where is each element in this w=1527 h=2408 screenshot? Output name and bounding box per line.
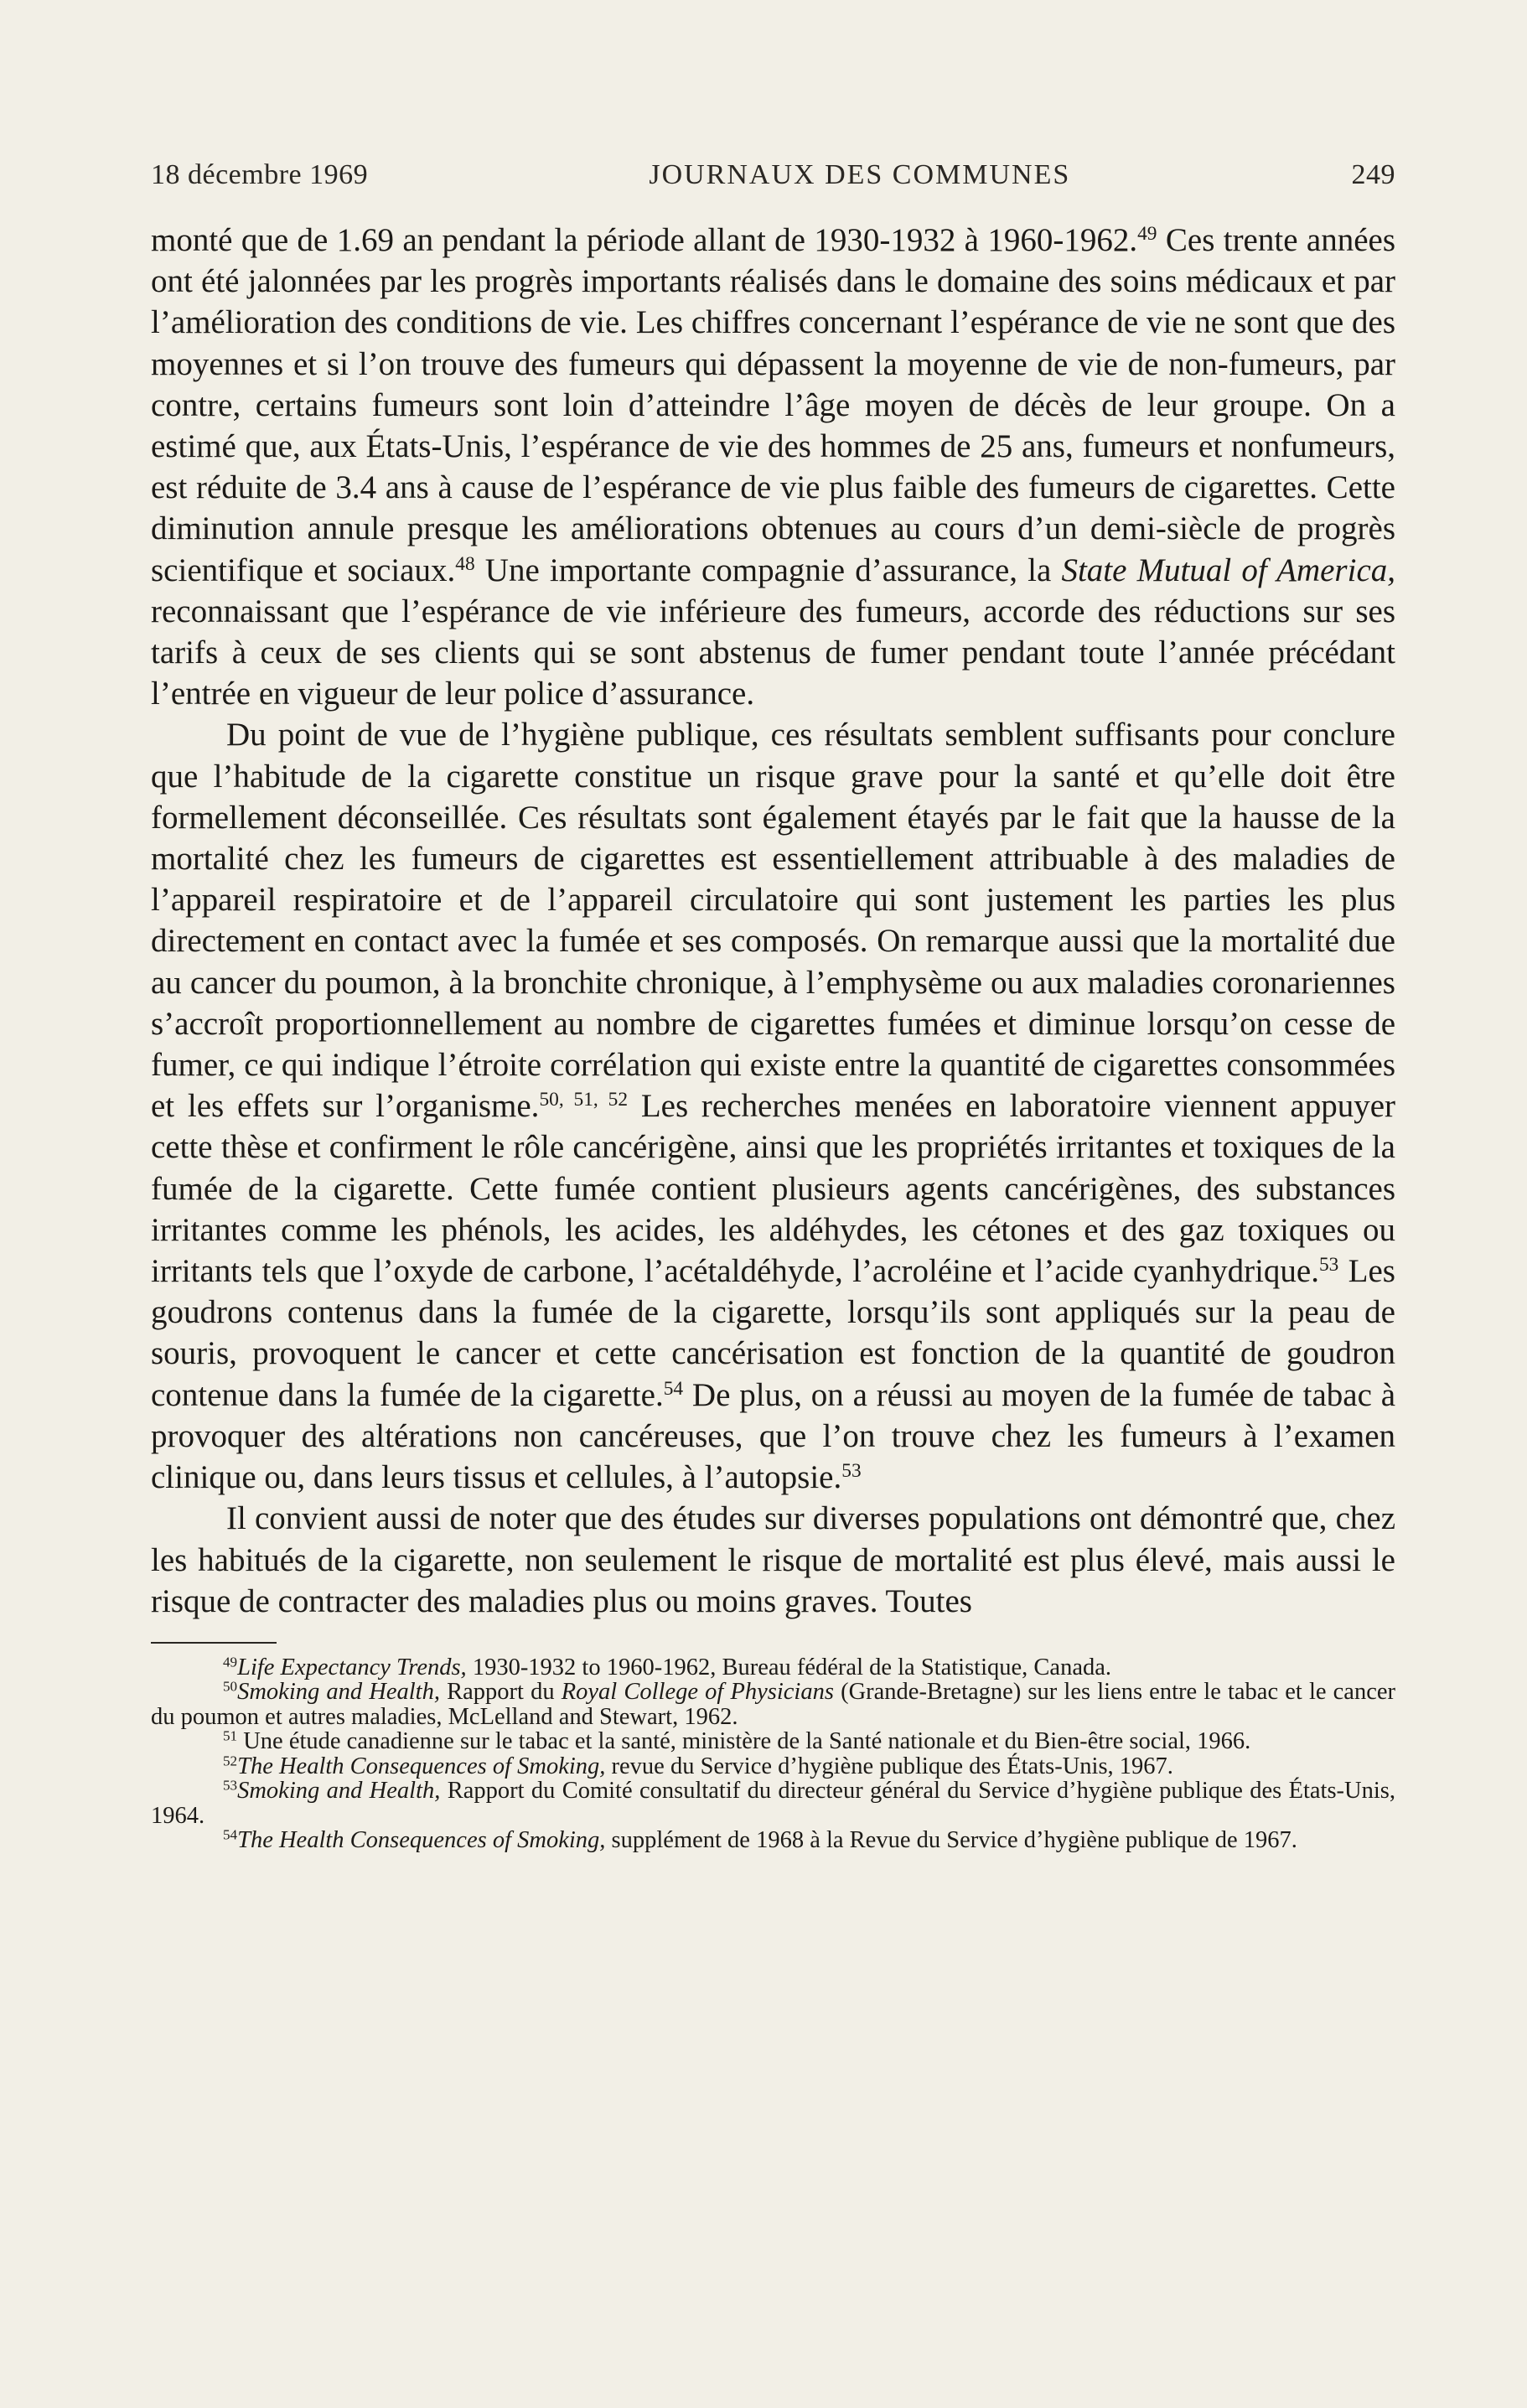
footnote-title: The Health Consequences of Smoking, — [237, 1753, 606, 1779]
document-page — [151, 159, 1395, 1853]
footnote-divider — [151, 1642, 277, 1644]
footnotes — [151, 1655, 1395, 1853]
body-text — [151, 220, 1395, 1622]
paragraph-1 — [151, 220, 1395, 714]
footnote-ref: 54 — [663, 1377, 684, 1400]
footnote-54 — [151, 1828, 1395, 1853]
footnote-title: Smoking and Health, — [237, 1778, 441, 1805]
text-run: Les recherches menées en laboratoire viennent appuyer cette thèse et confirment le rôle cancérigène, ainsi que les propriétés irritantes et toxiques de la fumée de la cigarette. Cette fumée contient plusieurs agents cancérigènes, des substances irritantes comme les phénols, les acides, les aldéhydes, les cétones et des gaz toxiques ou irritants tels que l’oxyde de carbone, l’acétaldéhyde, l’acroléine et l’acide cyanhydrique. — [151, 1088, 1396, 1290]
header-title: JOURNAUX DES COMMUNES — [649, 159, 1071, 190]
footnote-50 — [151, 1680, 1395, 1729]
footnote-number: 54 — [223, 1827, 238, 1844]
footnote-53 — [151, 1779, 1395, 1828]
paragraph-2 — [151, 714, 1395, 1498]
footnote-ref: 53 — [841, 1460, 862, 1483]
footnote-ref: 49 — [1137, 223, 1157, 246]
footnote-52 — [151, 1754, 1395, 1779]
footnote-ref: 53 — [1318, 1254, 1339, 1276]
text-run: Les goudrons contenus dans la fumée de la cigarette, lorsqu’ils sont appliqués sur la peau de souris, provoquent le cancer et cette cancérisation est fonction de la quantité de goudron contenue dans la fumée de la cigarette. — [151, 1253, 1395, 1413]
text-run: reconnaissant que l’espérance de vie inférieure des fumeurs, accorde des réductions sur ses tarifs à ceux de ses clients qui se sont abstenus de fumer pendant toute l’année précédant l’entrée en vigueur de leur police d’assurance. — [151, 593, 1395, 712]
text-run: Du point de vue de l’hygiène publique, ces résultats semblent suffisants pour conclure que l’habitude de la cigarette constitue un risque grave pour la santé et qu’elle doit être formellement déconseillée. Ces résultats sont également étayés par le fait que la hausse de la mortalité chez les fumeurs de cigarettes est essentiellement attribuable à des maladies de l’appareil respiratoire et de l’appareil circulatoire qui sont justement les parties les plus directement en contact avec la fumée et ses composés. On remarque aussi que la mortalité due au cancer du poumon, à la bronchite chronique, à l’emphysème ou aux maladies coronariennes s’accroît proportionnellement au nombre de cigarettes fumées et diminue lorsqu’on cesse de fumer, ce qui indique l’étroite corrélation qui existe entre la quantité de cigarettes consommées et les effets sur l’organisme. — [151, 717, 1395, 1125]
text-run: Une importante compagnie d’assurance, la — [474, 552, 1062, 588]
footnote-number: 49 — [223, 1654, 238, 1670]
footnote-number: 51 — [223, 1728, 238, 1745]
footnote-text: (Grande-Bretagne) sur les liens entre le tabac et le cancer du poumon et autres maladies, McLelland and Stewart, 1962. — [151, 1679, 1395, 1730]
page-number: 249 — [1351, 159, 1395, 190]
footnote-text: 1930-1932 to 1960-1962, Bureau fédéral de la Statistique, Canada. — [466, 1654, 1111, 1680]
page-header — [151, 159, 1395, 191]
footnote-number: 50 — [223, 1679, 238, 1696]
italic-name: State Mutual of America, — [1061, 552, 1396, 588]
footnote-ref: 50, 51, 52 — [539, 1089, 629, 1111]
footnote-text: Une étude canadienne sur le tabac et la santé, ministère de la Santé nationale et du Bien-être social, 1966. — [237, 1728, 1251, 1755]
footnote-title: Life Expectancy Trends, — [237, 1654, 467, 1680]
footnote-title: Smoking and Health, — [237, 1679, 440, 1706]
footnote-ref: 48 — [455, 552, 475, 575]
footnote-title: The Health Consequences of Smoking, — [237, 1827, 606, 1854]
footnote-number: 53 — [223, 1778, 238, 1794]
footnote-text: Rapport du — [439, 1679, 562, 1706]
footnote-text: supplément de 1968 à la Revue du Service d’hygiène publique de 1967. — [605, 1827, 1297, 1854]
footnote-number: 52 — [223, 1753, 238, 1769]
text-run: Ces trente années ont été jalonnées par les progrès importants réalisés dans le domaine des soins médicaux et par l’amélioration des conditions de vie. Les chiffres concernant l’espérance de vie ne sont que des moyennes et si l’on trouve des fumeurs qui dépassent la moyenne de vie de non-fumeurs, par contre, certains fumeurs sont loin d’atteindre l’âge moyen de décès de leur groupe. On a estimé que, aux États-Unis, l’espérance de vie des hommes de 25 ans, fumeurs et nonfumeurs, est réduite de 3.4 ans à cause de l’espérance de vie plus faible des fumeurs de cigarettes. Cette diminution annule presque les améliorations obtenues au cours d’un demi-siècle de progrès scientifique et sociaux. — [151, 222, 1395, 588]
text-run: De plus, on a réussi au moyen de la fumée de tabac à provoquer des altérations non cancéreuses, que l’on trouve chez les fumeurs à l’examen clinique ou, dans leurs tissus et cellules, à l’autopsie. — [151, 1376, 1396, 1496]
paragraph-3: Il convient aussi de noter que des études sur diverses populations ont démontré que, chez les habitués de la cigarette, non seulement le risque de mortalité est plus élevé, mais aussi le risque de contracter des maladies plus ou moins graves. Toutes — [151, 1500, 1395, 1619]
footnote-title: Royal College of Physicians — [561, 1679, 834, 1706]
text-run: monté que de 1.69 an pendant la période allant de 1930-1932 à 1960-1962. — [151, 222, 1138, 258]
header-date: 18 décembre 1969 — [151, 159, 369, 190]
footnote-51 — [151, 1729, 1395, 1754]
footnote-text: revue du Service d’hygiène publique des États-Unis, 1967. — [605, 1753, 1173, 1779]
footnote-text: Rapport du Comité consultatif du directeur général du Service d’hygiène publique des États-Unis, 1964. — [151, 1778, 1396, 1829]
footnote-49 — [151, 1655, 1395, 1680]
